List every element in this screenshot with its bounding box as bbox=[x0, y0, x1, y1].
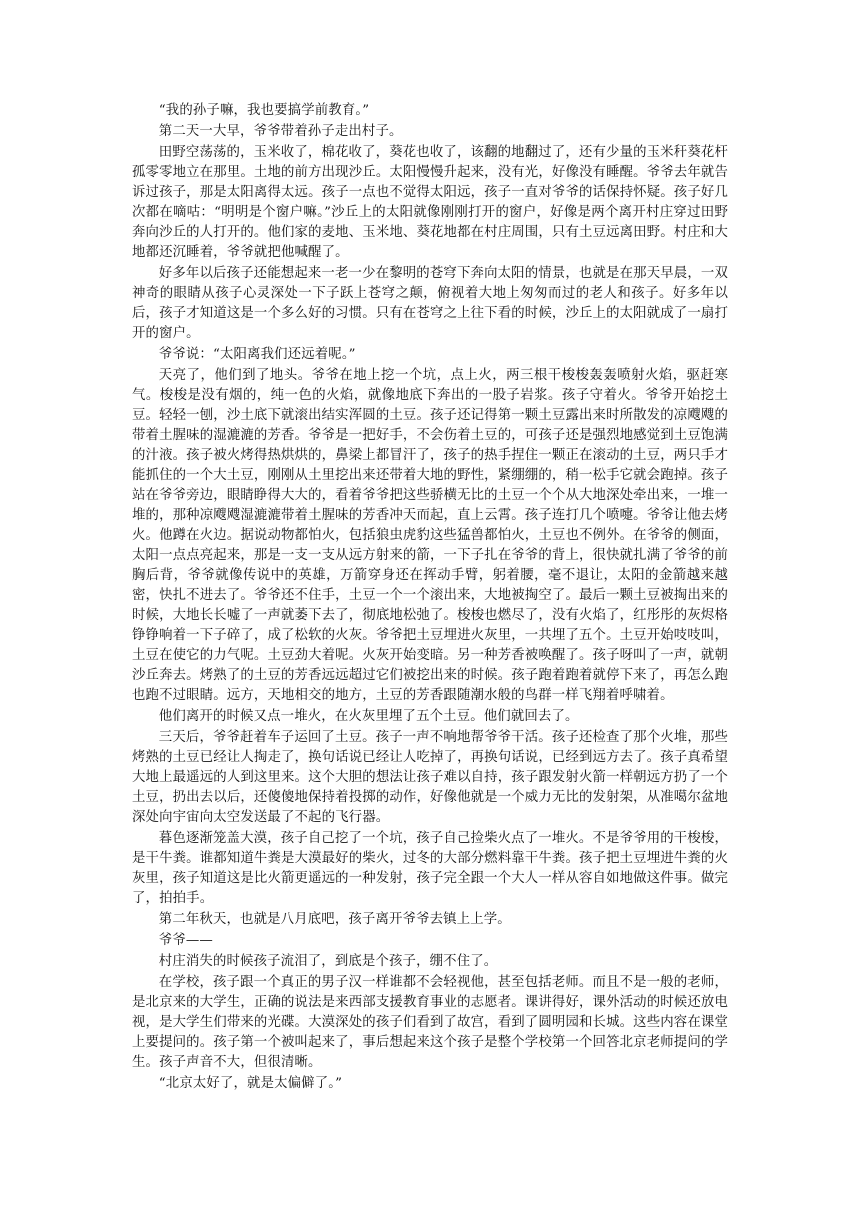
paragraph-2: 第二天一大早，爷爷带着孙子走出村子。 bbox=[158, 124, 403, 139]
paragraph-1: “我的孙子嘛，我也要搞学前教育。” bbox=[158, 103, 370, 118]
paragraph-6: 天亮了，他们到了地头。爷爷在地上挖一个坑，点上火，两三根干梭梭轰轰喷射火焰，驱赶寒气。梭梭是没有烟的，纯一色的火焰，就像地底下奔出的一股子岩浆。孩子守着火。爷爷开始挖土豆。轻轻一刨，沙土底下就滚出结实浑圆的土豆。孩子还记得第一颗土豆露出来时所散发的凉飕飕的带着土腥味的湿漉漉的芳香。爷爷是一把好手，不会伤着土豆的，可孩子还是强烈地感觉到土豆饱满的汁液。孩子被火烤得热烘烘的，鼻梁上都冒汗了，孩子的热手捏住一颗正在滚动的土豆，两只手才能抓住的一个大土豆，刚刚从土里挖出来还带着大地的野性，紧绷绷的，稍一松手它就会跑掉。孩子站在爷爷旁边，眼睛睁得大大的，看着爷爷把这些骄横无比的土豆一个个从大地深处牵出来，一堆一堆的，那种凉飕飕湿漉漉带着土腥味的芳香冲天而起，直上云霄。孩子连打几个喷嚏。爷爷让他去烤火。他蹲在火边。据说动物都怕火，包括狼虫虎豹这些猛兽都怕火，土豆也不例外。在爷爷的侧面，太阳一点点亮起来，那是一支一支从远方射来的箭，一下子扎在爷爷的背上，很快就扎满了爷爷的前胸后背，爷爷就像传说中的英雄，万箭穿身还在挥动手臂，躬着腰，毫不退让，太阳的金箭越来越密，快扎不进去了。爷爷还不住手，土豆一个一个滚出来，大地被掏空了。最后一颗土豆被掏出来的时候，大地长长嘘了一声就萎下去了，彻底地松弛了。梭梭也燃尽了，没有火焰了，红彤彤的灰烬格铮铮响着一下子碎了，成了松软的火灰。爷爷把土豆埋进火灰里，一共埋了五个。土豆开始吱吱叫，土豆在使它的力气呢。土豆劲大着呢。火灰开始变暗。另一种芳香被唤醒了。孩子呀叫了一声，就朝沙丘奔去。烤熟了的土豆的芳香远远超过它们被挖出来的时候。孩子跑着跑着就停下来了，再怎么跑也跑不过眼睛。远方，天地相交的地方，土豆的芳香跟随潮水般的鸟群一样飞翔着呼啸着。 bbox=[132, 368, 728, 703]
paragraph-13: 在学校，孩子跟一个真正的男子汉一样谁都不会轻视他，甚至包括老师。而且不是一般的老师，是北京来的大学生，正确的说法是来西部支援教育事业的志愿者。课讲得好，课外活动的时候还放电视，是大学生们带来的光碟。大漠深处的孩子们看到了故宫，看到了圆明园和长城。这些内容在课堂上要提问的。孩子第一个被叫起来了，事后想起来这个孩子是整个学校第一个回答北京老师提问的学生。孩子声音不大，但很清晰。 bbox=[132, 975, 728, 1070]
paragraph-8: 三天后，爷爷赶着车子运回了土豆。孩子一声不响地帮爷爷干活。孩子还检查了那个火堆，那些烤熟的土豆已经让人掏走了，换句话说已经让人吃掉了，再换句话说，已经到远方去了。孩子真希望大地上最遥远的人到这里来。这个大胆的想法让孩子难以自持，孩子跟发射火箭一样朝远方扔了一个土豆，扔出去以后，还傻傻地保持着投掷的动作，好像他就是一个威力无比的发射架，从准噶尔盆地深处向宇宙向太空发送最了不起的飞行器。 bbox=[132, 730, 728, 825]
paragraph-11: 爷爷—— bbox=[158, 933, 213, 948]
paragraph-10: 第二年秋天，也就是八月底吧，孩子离开爷爷去镇上上学。 bbox=[158, 912, 511, 927]
paragraph-9: 暮色逐渐笼盖大漠，孩子自己挖了一个坑，孩子自己捡柴火点了一堆火。不是爷爷用的干梭梭，是干牛粪。谁都知道牛粪是大漠最好的柴火，过冬的大部分燃料靠干牛粪。孩子把土豆埋进牛粪的火灰里，孩子知道这是比火箭更遥远的一种发射，孩子完全跟一个大人一样从容自如地做这件事。做完了，拍拍手。 bbox=[132, 831, 728, 906]
paragraph-5: 爷爷说：“太阳离我们还远着呢。” bbox=[158, 347, 356, 362]
paragraph-7: 他们离开的时候又点一堆火，在火灰里埋了五个土豆。他们就回去了。 bbox=[158, 709, 579, 724]
paragraph-12: 村庄消失的时候孩子流泪了，到底是个孩子，绷不住了。 bbox=[158, 954, 498, 969]
paragraph-14: “北京太好了，就是太偏僻了。” bbox=[158, 1076, 343, 1091]
paragraph-4: 好多年以后孩子还能想起来一老一少在黎明的苍穹下奔向太阳的情景，也就是在那天早晨，一双神奇的眼睛从孩子心灵深处一下子跃上苍穹之颠，俯视着大地上匆匆而过的老人和孩子。好多年以后，孩子才知道这是一个多么好的习惯。只有在苍穹之上往下看的时候，沙丘上的太阳就成了一扇打开的窗户。 bbox=[132, 266, 728, 341]
paragraph-3: 田野空荡荡的，玉米收了，棉花收了，葵花也收了，该翻的地翻过了，还有少量的玉米秆葵花杆孤零零地立在那里。土地的前方出现沙丘。太阳慢慢升起来，没有光，好像没有睡醒。爷爷去年就告诉过孩子，那是太阳离得太远。孩子一点也不觉得太阳远，孩子一直对爷爷的话保持怀疑。孩子好几次都在嘀咕：“明明是个窗户嘛。”沙丘上的太阳就像刚刚打开的窗户，好像是两个离开村庄穿过田野奔向沙丘的人打开的。他们家的麦地、玉米地、葵花地都在村庄周围，只有土豆远离田野。村庄和大地都还沉睡着，爷爷就把他喊醒了。 bbox=[132, 145, 728, 260]
article-body bbox=[132, 101, 728, 1095]
